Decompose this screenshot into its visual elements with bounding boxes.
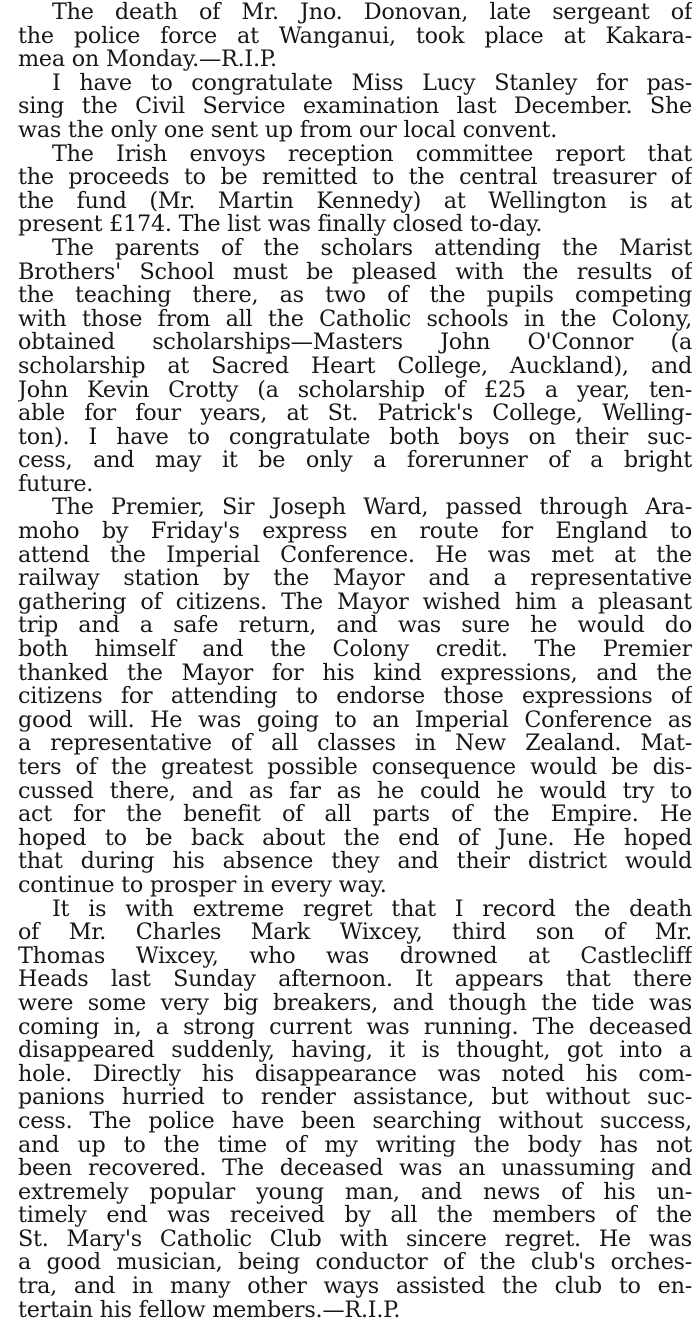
paragraph-line: The parents of the scholars attending the Marist <box>52 236 692 261</box>
paragraph-line: future. <box>18 472 94 497</box>
paragraph-line: both himself and the Colony credit. The Premier <box>18 638 692 662</box>
paragraph-line: hole. Directly his disappearance was noted his com- <box>18 1062 692 1087</box>
paragraph-wixcey <box>18 898 692 1322</box>
paragraph-line: the police force at Wanganui, took place at Kakara- <box>18 24 692 49</box>
paragraph-line: good will. He was going to an Imperial Conference as <box>18 708 692 733</box>
paragraph-line: present £174. The list was finally closed to-day. <box>18 213 543 237</box>
paragraph-line: sing the Civil Service examination last December. She <box>18 95 692 119</box>
paragraph-donovan <box>18 1 692 72</box>
paragraph-line: I have to congratulate Miss Lucy Stanley for pas- <box>52 71 692 96</box>
paragraph-line: John Kevin Crotty (a scholarship of £25 a year, ten- <box>18 378 692 403</box>
paragraph-line: gathering of citizens. The Mayor wished him a pleasant <box>18 590 692 615</box>
paragraph-line: moho by Friday's express en route for England to <box>18 520 692 544</box>
paragraph-line: St. Mary's Catholic Club with sincere regret. He was <box>18 1227 692 1252</box>
paragraph-line: railway station by the Mayor and a representative <box>18 567 692 591</box>
paragraph-line: the fund (Mr. Martin Kennedy) at Wellington is at <box>18 189 692 214</box>
paragraph-line: the proceeds to be remitted to the central treasurer of <box>18 166 692 190</box>
paragraph-line: The death of Mr. Jno. Donovan, late sergeant of <box>52 1 692 25</box>
paragraph-line: ters of the greatest possible consequence would be dis- <box>18 756 692 780</box>
paragraph-line: continue to prosper in every way. <box>18 873 387 898</box>
paragraph-line: tra, and in many other ways assisted the club to en- <box>18 1275 692 1299</box>
paragraph-premier-ward <box>18 496 692 897</box>
paragraph-line: the teaching there, as two of the pupils competing <box>18 284 692 308</box>
paragraph-line: was the only one sent up from our local convent. <box>18 118 558 143</box>
paragraph-line: trip and a safe return, and was sure he would do <box>18 614 692 639</box>
paragraph-line: were some very big breakers, and though the tide was <box>18 991 692 1016</box>
paragraph-line: disappeared suddenly, having, it is thought, got into a <box>18 1039 692 1063</box>
paragraph-line: citizens for attending to endorse those expressions of <box>18 685 692 709</box>
paragraph-line: Heads last Sunday afternoon. It appears that there <box>18 968 692 992</box>
paragraph-line: ton). I have to congratulate both boys on their suc- <box>18 425 692 450</box>
paragraph-line: thanked the Mayor for his kind expressions, and the <box>18 661 692 686</box>
paragraph-line: extremely popular young man, and news of his un- <box>18 1180 692 1205</box>
paragraph-line: It is with extreme regret that I record the death <box>52 897 692 922</box>
paragraph-line: attend the Imperial Conference. He was met at the <box>18 543 692 568</box>
paragraph-line: cussed there, and as far as he could he would try to <box>18 779 692 804</box>
paragraph-line: act for the benefit of all parts of the Empire. He <box>18 803 692 827</box>
paragraph-line: hoped to be back about the end of June. He hoped <box>18 826 692 851</box>
paragraph-line: panions hurried to render assistance, but without suc- <box>18 1086 692 1110</box>
paragraph-line: and up to the time of my writing the body has not <box>18 1133 692 1158</box>
paragraph-line: cess. The police have been searching without success, <box>18 1109 692 1134</box>
paragraph-line: a representative of all classes in New Zealand. Mat- <box>18 732 692 756</box>
paragraph-line: The Premier, Sir Joseph Ward, passed through Ara- <box>52 496 692 521</box>
paragraph-line: Thomas Wixcey, who was drowned at Castlecliff <box>18 944 692 969</box>
paragraph-line: cess, and may it be only a forerunner of a bright <box>18 449 692 473</box>
paragraph-line: obtained scholarships—Masters John O'Connor (a <box>18 331 692 355</box>
paragraph-line: The Irish envoys reception committee report that <box>52 142 692 167</box>
paragraph-line: of Mr. Charles Mark Wixcey, third son of Mr. <box>18 921 692 945</box>
paragraph-line: mea on Monday.—R.I.P. <box>18 48 277 72</box>
paragraph-line: timely end was received by all the members of the <box>18 1204 692 1228</box>
paragraph-irish-envoys <box>18 143 692 237</box>
paragraph-stanley <box>18 72 692 143</box>
paragraph-line: tertain his fellow members.—R.I.P. <box>18 1298 401 1322</box>
paragraph-line: been recovered. The deceased was an unassuming and <box>18 1157 692 1181</box>
paragraph-marist-brothers <box>18 237 692 497</box>
paragraph-line: scholarship at Sacred Heart College, Auckland), and <box>18 354 692 379</box>
paragraph-line: coming in, a strong current was running. The deceased <box>18 1015 692 1040</box>
paragraph-line: a good musician, being conductor of the club's orches- <box>18 1251 692 1276</box>
paragraph-line: with those from all the Catholic schools in the Colony, <box>18 307 692 332</box>
paragraph-line: able for four years, at St. Patrick's College, Welling- <box>18 402 692 426</box>
paragraph-line: that during his absence they and their district would <box>18 850 692 874</box>
paragraph-line: Brothers' School must be pleased with the results of <box>18 260 692 285</box>
